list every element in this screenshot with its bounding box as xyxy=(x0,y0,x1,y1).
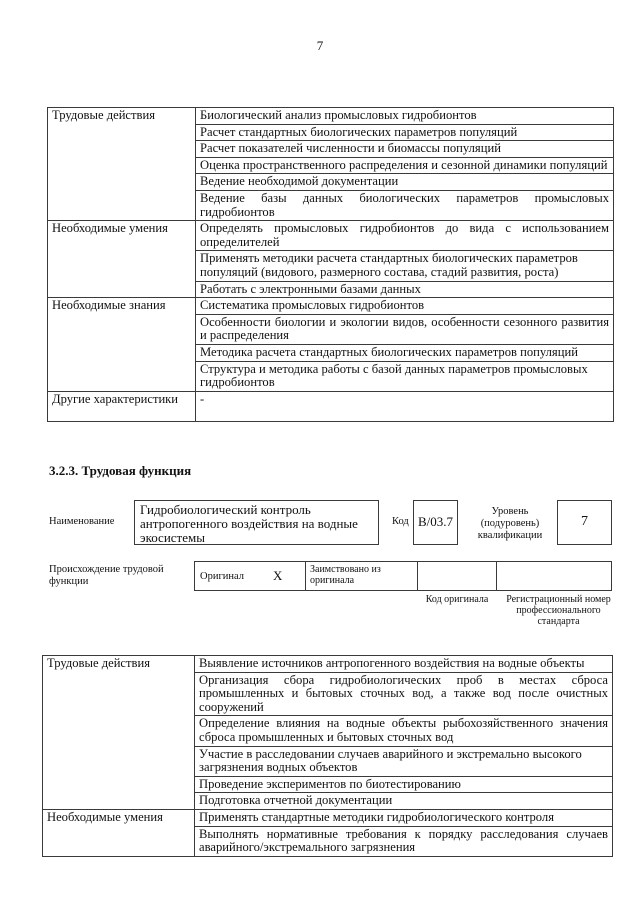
table-cell: Расчет показателей численности и биомассы популяций xyxy=(196,141,614,158)
level-value: 7 xyxy=(581,514,588,529)
table-cell: Работать с электронными базами данных xyxy=(196,281,614,298)
table-cell: Выявление источников антропогенного воздействия на водные объекты xyxy=(195,656,613,673)
section-title: 3.2.3. Трудовая функция xyxy=(49,463,192,478)
table-cell: Ведение базы данных биологических параметров промысловых гидробионтов xyxy=(196,190,614,220)
name-value-box xyxy=(134,500,379,545)
code-value-box xyxy=(413,500,458,545)
table-cell: Биологический анализ промысловых гидробионтов xyxy=(196,108,614,125)
row-label-required-skills: Необходимые умения xyxy=(48,221,196,298)
table-cell: Применять стандартные методики гидробиологического контроля xyxy=(195,809,613,826)
table-cell: Расчет стандартных биологических параметров популяций xyxy=(196,124,614,141)
row-label-labor-actions: Трудовые действия xyxy=(48,108,196,221)
table-cell: Оценка пространственного распределения и сезонной динамики популяций xyxy=(196,157,614,174)
page-number: 7 xyxy=(316,38,324,53)
row-label-other-characteristics: Другие характеристики xyxy=(48,391,196,421)
origin-label: Происхождение трудовой функции xyxy=(49,564,164,587)
name-label: Наименование xyxy=(49,516,115,527)
table-cell: Определение влияния на водные объекты рыбохозяйственного значения сброса промышленных и бытовых сточных вод xyxy=(195,716,613,746)
table-cell: Особенности биологии и экологии видов, особенности сезонного развития и распределения xyxy=(196,314,614,344)
table-row xyxy=(48,298,614,315)
code-label: Код xyxy=(392,516,409,527)
table-row xyxy=(43,809,613,826)
table-row xyxy=(48,391,614,421)
code-value: В/03.7 xyxy=(417,514,454,529)
table-row xyxy=(48,221,614,251)
table-cell: Структура и методика работы с базой данных параметров промысловых гидробионтов xyxy=(196,361,614,391)
table-cell: - xyxy=(196,391,614,421)
original-cell xyxy=(194,561,306,591)
labor-function-table-1 xyxy=(47,107,614,422)
table-cell: Систематика промысловых гидробионтов xyxy=(196,298,614,315)
code-original-cell xyxy=(417,561,497,591)
reg-number-caption: Регистрационный номер профессионального стандарта xyxy=(506,594,611,627)
table-cell: Организация сбора гидробиологических проб в местах сброса промышленных и бытовых сточных вод, а также вод после очистных сооружений xyxy=(195,672,613,716)
table-row xyxy=(43,656,613,673)
borrowed-cell xyxy=(305,561,418,591)
original-label: Оригинал xyxy=(200,571,244,582)
row-label-required-skills: Необходимые умения xyxy=(43,809,195,856)
borrowed-label: Заимствовано из оригинала xyxy=(310,564,381,586)
name-value: Гидробиологический контроль антропогенного воздействия на водные экосистемы xyxy=(140,502,358,545)
table-row xyxy=(48,108,614,125)
level-value-box xyxy=(557,500,612,545)
table-cell: Выполнять нормативные требования к порядку расследования случаев аварийного/экстремального загрязнения xyxy=(195,826,613,856)
table-cell: Подготовка отчетной документации xyxy=(195,793,613,810)
table-cell: Участие в расследовании случаев аварийного и экстремально высокого загрязнения водных объектов xyxy=(195,746,613,776)
row-label-required-knowledge: Необходимые знания xyxy=(48,298,196,392)
table-cell: Ведение необходимой документации xyxy=(196,174,614,191)
table-cell: Проведение экспериментов по биотестированию xyxy=(195,776,613,793)
table-cell: Методика расчета стандартных биологических параметров популяций xyxy=(196,344,614,361)
row-label-labor-actions: Трудовые действия xyxy=(43,656,195,810)
original-mark: X xyxy=(273,568,283,583)
labor-function-table-2 xyxy=(42,655,613,857)
level-label: Уровень (подуровень) квалификации xyxy=(477,506,543,541)
table-cell: Определять промысловых гидробионтов до вида с использованием определителей xyxy=(196,221,614,251)
table-cell: Применять методики расчета стандартных биологических параметров популяций (видового, размерного состава, стадий развития, роста) xyxy=(196,251,614,281)
code-original-caption: Код оригинала xyxy=(425,594,489,605)
